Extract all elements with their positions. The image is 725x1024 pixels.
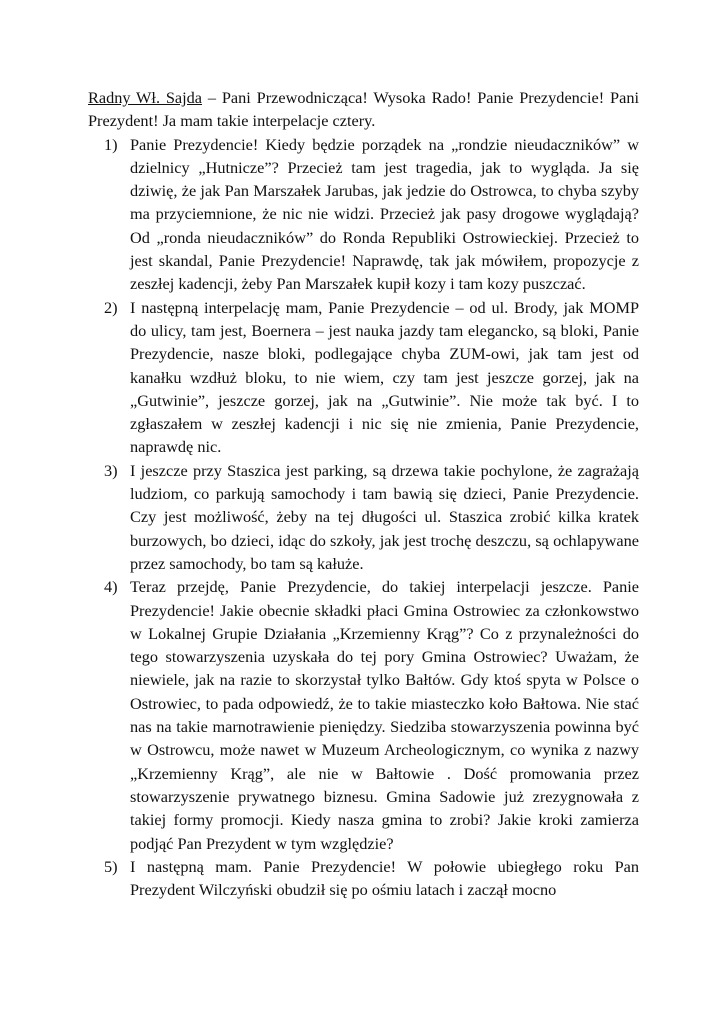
intro-paragraph xyxy=(88,86,639,133)
document-page xyxy=(88,86,639,901)
item-text: I jeszcze przy Staszica jest parking, są drzewa takie pochylone, że zagrażają ludziom, co parkują samochody i tam bawią się dzieci, Panie Prezydencie. Czy jest możliwość, żeby na tej długości ul. Staszica zrobić kilka kratek burzowych, bo dzieci, idąc do szkoły, jak jest trochę deszczu, są ochlapywane przez samochody, bo tam są kałuże. xyxy=(130,460,639,573)
item-number: 2) xyxy=(104,297,118,317)
item-text: Panie Prezydencie! Kiedy będzie porządek na „rondzie nieudaczników” w dzielnicy „Hutnicze”? Przecież tam jest tragedia, jak to wygląda. Ja się dziwię, że jak Pan Marszałek Jarubas, jak jedzie do Ostrowca, to chyba szyby ma przyciemnione, że nic nie widzi. Przecież jak pasy drogowe wyglądają? Od „ronda nieudaczników” do Ronda Republiki Ostrowieckiej. Przecież to jest skandal, Panie Prezydencie! Naprawdę, tak jak mówiłem, propozycje z zeszłej kadencji, żeby Pan Marszałek kupił kozy i tam kozy puszczać. xyxy=(130,134,639,294)
list-item xyxy=(88,133,639,296)
item-number: 4) xyxy=(104,577,118,597)
list-item xyxy=(88,296,639,459)
item-text: Teraz przejdę, Panie Prezydencie, do takiej interpelacji jeszcze. Panie Prezydencie! Jakie obecnie składki płaci Gmina Ostrowiec za członkowstwo w Lokalnej Grupie Działania „Krzemienny Krąg”? Co z przynależności do tego stowarzyszenia uzyskała do tej pory Gmina Ostrowiec? Uważam, że niewiele, jak na razie to skorzystał tylko Bałtów. Gdy ktoś spyta w Polsce o Ostrowiec, to pada odpowiedź, że to takie miasteczko koło Bałtowa. Nie stać nas na takie marnotrawienie pieniędzy. Siedziba stowarzyszenia powinna być w Ostrowcu, może nawet w Muzeum Archeologicznym, co wynika z nazwy „Krzemienny Krąg”, ale nie w Bałtowie . Dość promowania przez stowarzyszenie prywatnego biznesu. Gmina Sadowie już zrezygnowała z takiej formy promocji. Kiedy nasza gmina to zrobi? Jakie kroki zamierza podjąć Pan Prezydent w tym względzie? xyxy=(130,577,639,853)
item-number: 3) xyxy=(104,460,118,480)
interpellation-list xyxy=(88,133,639,902)
item-text: I następną interpelację mam, Panie Prezydencie – od ul. Brody, jak MOMP do ulicy, tam jest, Boernera – jest nauka jazdy tam elegancko, są bloki, Panie Prezydencie, nasze bloki, podlegające chyba ZUM-owi, jak tam jest od kanałku wzdłuż bloku, to nie wiem, czy tam jest jeszcze gorzej, jak na „Gutwinie”, jeszcze gorzej, jak na „Gutwinie”. Nie może tak być. I to zgłaszałem w zeszłej kadencji i nic się nie zmienia, Panie Prezydencie, naprawdę nic. xyxy=(130,297,639,457)
intro-text: – Pani Przewodnicząca! Wysoka Rado! Panie Prezydencie! Pani Prezydent! Ja mam takie interpelacje cztery. xyxy=(88,88,639,131)
item-number: 1) xyxy=(104,134,118,154)
list-item xyxy=(88,459,639,575)
item-text: I następną mam. Panie Prezydencie! W połowie ubiegłego roku Pan Prezydent Wilczyński obudził się po ośmiu latach i zaczął mocno xyxy=(130,856,639,900)
list-item xyxy=(88,855,639,902)
item-number: 5) xyxy=(104,856,118,876)
speaker-name: Radny Wł. Sajda xyxy=(88,88,203,107)
list-item xyxy=(88,575,639,855)
